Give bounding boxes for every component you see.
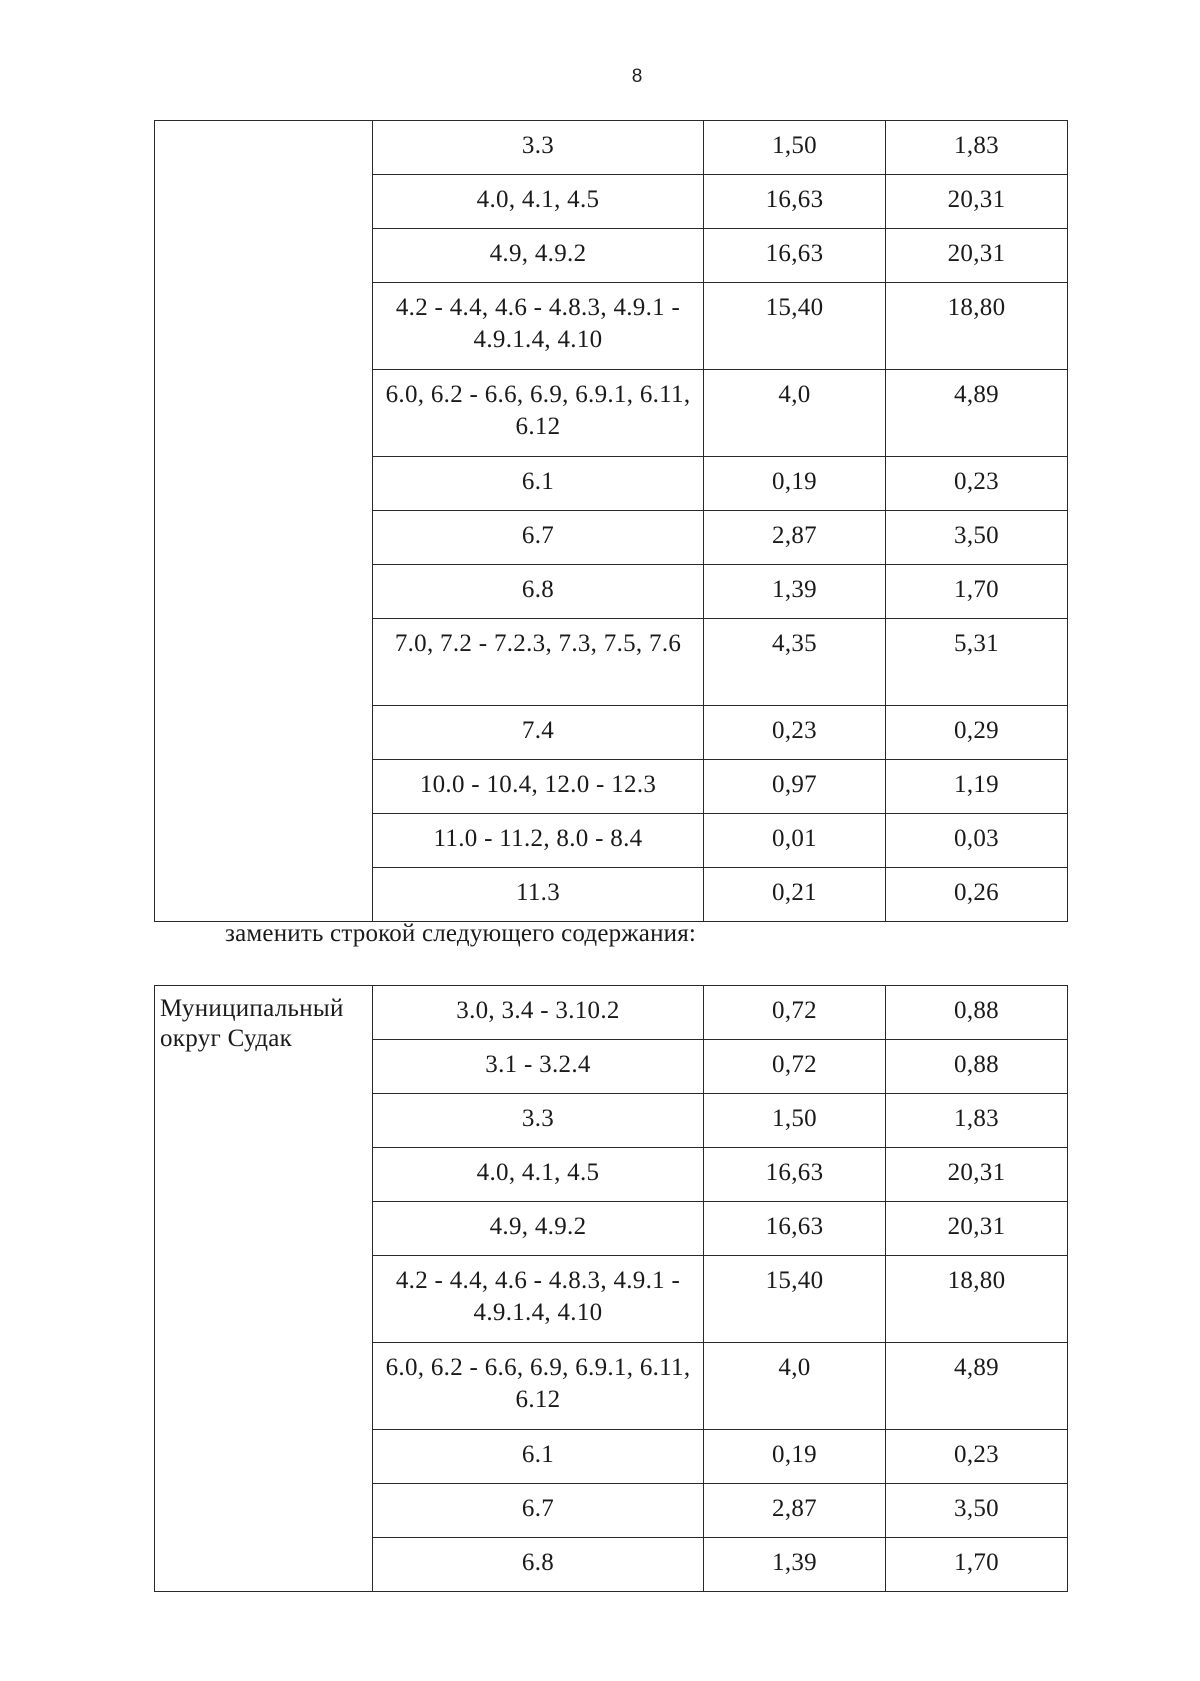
value-cell-1: 1,39: [704, 1538, 886, 1592]
value-cell-2: 5,31: [886, 619, 1068, 706]
value-cell-1: 0,19: [704, 457, 886, 511]
value-cell-1: 0,21: [704, 868, 886, 922]
land-use-code-cell: 4.9, 4.9.2: [373, 1202, 704, 1256]
land-use-code-cell: 6.8: [373, 565, 704, 619]
land-use-code-cell: 6.0, 6.2 - 6.6, 6.9, 6.9.1, 6.11, 6.12: [373, 370, 704, 457]
value-cell-2: 1,70: [886, 565, 1068, 619]
value-cell-2: 0,23: [886, 457, 1068, 511]
land-use-code-cell: 6.0, 6.2 - 6.6, 6.9, 6.9.1, 6.11, 6.12: [373, 1343, 704, 1430]
land-use-code-cell: 3.0, 3.4 - 3.10.2: [373, 986, 704, 1040]
value-cell-2: 0,03: [886, 814, 1068, 868]
value-cell-2: 3,50: [886, 1484, 1068, 1538]
land-use-code-cell: 3.3: [373, 121, 704, 175]
land-use-code-cell: 6.8: [373, 1538, 704, 1592]
table-row: [155, 986, 1068, 1040]
land-use-code-cell: 7.0, 7.2 - 7.2.3, 7.3, 7.5, 7.6: [373, 619, 704, 706]
value-cell-1: 1,39: [704, 565, 886, 619]
table-row: [155, 121, 1068, 175]
land-use-code-cell: 6.7: [373, 511, 704, 565]
land-use-code-cell: 11.0 - 11.2, 8.0 - 8.4: [373, 814, 704, 868]
value-cell-2: 1,19: [886, 760, 1068, 814]
value-cell-2: 1,83: [886, 1094, 1068, 1148]
value-cell-1: 1,50: [704, 121, 886, 175]
value-cell-2: 20,31: [886, 229, 1068, 283]
land-use-code-cell: 4.0, 4.1, 4.5: [373, 1148, 704, 1202]
value-cell-1: 4,0: [704, 370, 886, 457]
value-cell-1: 1,50: [704, 1094, 886, 1148]
value-cell-1: 16,63: [704, 175, 886, 229]
value-cell-1: 16,63: [704, 1202, 886, 1256]
value-cell-2: 20,31: [886, 1148, 1068, 1202]
value-cell-2: 1,70: [886, 1538, 1068, 1592]
value-cell-2: 0,88: [886, 1040, 1068, 1094]
value-cell-1: 0,23: [704, 706, 886, 760]
value-cell-1: 15,40: [704, 283, 886, 370]
land-use-code-cell: 7.4: [373, 706, 704, 760]
land-use-code-cell: 6.7: [373, 1484, 704, 1538]
land-use-code-cell: 4.2 - 4.4, 4.6 - 4.8.3, 4.9.1 - 4.9.1.4, 4.10: [373, 1256, 704, 1343]
region-cell: [155, 121, 373, 922]
value-cell-2: 18,80: [886, 283, 1068, 370]
value-cell-1: 0,01: [704, 814, 886, 868]
value-cell-2: 1,83: [886, 121, 1068, 175]
value-cell-2: 4,89: [886, 370, 1068, 457]
land-use-code-cell: 3.3: [373, 1094, 704, 1148]
value-cell-1: 0,19: [704, 1430, 886, 1484]
value-cell-1: 16,63: [704, 1148, 886, 1202]
land-use-code-cell: 11.3: [373, 868, 704, 922]
value-cell-2: 4,89: [886, 1343, 1068, 1430]
land-use-code-cell: 4.0, 4.1, 4.5: [373, 175, 704, 229]
value-cell-2: 3,50: [886, 511, 1068, 565]
replacement-instruction: заменить строкой следующего содержания:: [225, 920, 697, 947]
land-use-code-cell: 6.1: [373, 457, 704, 511]
value-cell-1: 16,63: [704, 229, 886, 283]
land-use-code-cell: 10.0 - 10.4, 12.0 - 12.3: [373, 760, 704, 814]
value-cell-2: 0,26: [886, 868, 1068, 922]
value-cell-2: 0,23: [886, 1430, 1068, 1484]
value-cell-1: 0,72: [704, 1040, 886, 1094]
region-cell: Муниципальный округ Судак: [155, 986, 373, 1592]
rates-table-continuation: [154, 120, 1068, 922]
page-number: 8: [631, 66, 643, 87]
rates-table-replacement: [154, 985, 1068, 1592]
value-cell-1: 0,72: [704, 986, 886, 1040]
land-use-code-cell: 4.9, 4.9.2: [373, 229, 704, 283]
land-use-code-cell: 4.2 - 4.4, 4.6 - 4.8.3, 4.9.1 - 4.9.1.4, 4.10: [373, 283, 704, 370]
land-use-code-cell: 6.1: [373, 1430, 704, 1484]
value-cell-1: 0,97: [704, 760, 886, 814]
land-use-code-cell: 3.1 - 3.2.4: [373, 1040, 704, 1094]
value-cell-1: 15,40: [704, 1256, 886, 1343]
value-cell-2: 0,88: [886, 986, 1068, 1040]
value-cell-1: 2,87: [704, 1484, 886, 1538]
value-cell-2: 0,29: [886, 706, 1068, 760]
value-cell-1: 4,0: [704, 1343, 886, 1430]
value-cell-1: 4,35: [704, 619, 886, 706]
value-cell-1: 2,87: [704, 511, 886, 565]
value-cell-2: 20,31: [886, 175, 1068, 229]
value-cell-2: 20,31: [886, 1202, 1068, 1256]
value-cell-2: 18,80: [886, 1256, 1068, 1343]
